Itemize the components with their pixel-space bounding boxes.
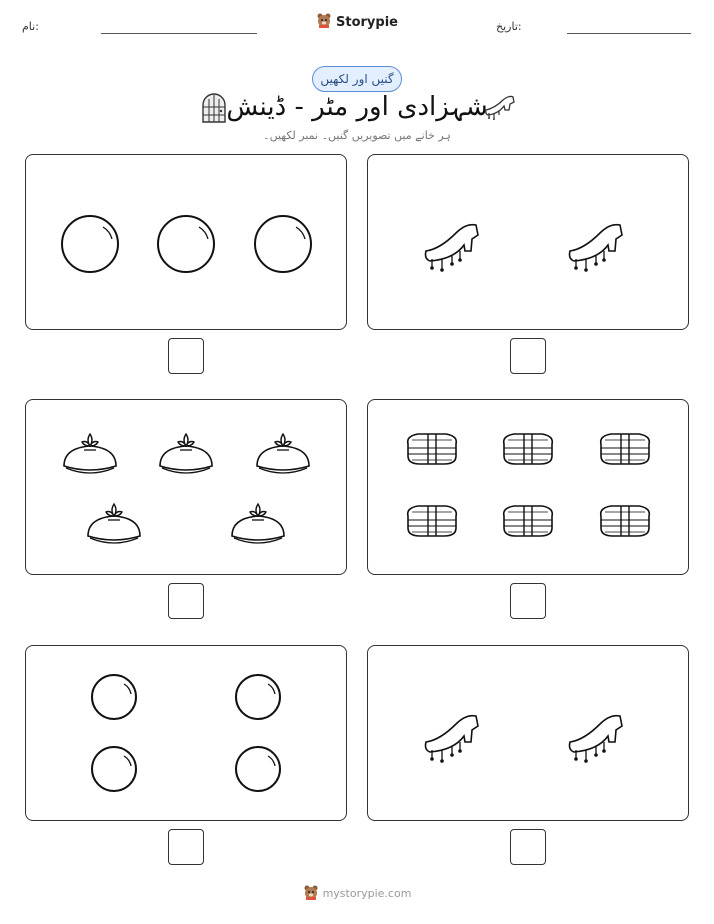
crown-item <box>257 434 309 473</box>
answer-box-middle-right[interactable] <box>510 583 546 619</box>
name-line[interactable] <box>101 33 257 34</box>
hay-bale-item <box>601 506 650 536</box>
crown-item <box>64 434 116 473</box>
slipper-item <box>570 225 623 272</box>
hay-bale-item <box>504 506 553 536</box>
page-title: شہزادی اور مٹر - ڈینش <box>226 92 488 122</box>
panel-bottom-left <box>25 645 347 821</box>
crown-item <box>88 504 140 543</box>
footer-url[interactable]: mystorypie.com <box>322 887 412 900</box>
answer-box-top-right[interactable] <box>510 338 546 374</box>
hay-bale-item <box>408 434 457 464</box>
slipper-icon <box>483 92 517 124</box>
panel-top-right <box>367 154 689 330</box>
answer-box-top-left[interactable] <box>168 338 204 374</box>
brand-name: Storypie <box>336 14 398 30</box>
panel-middle-right <box>367 399 689 575</box>
panel-top-left <box>25 154 347 330</box>
crown-item <box>232 504 284 543</box>
footer <box>0 884 714 903</box>
bubble-item <box>92 675 280 791</box>
brand-header <box>0 12 714 32</box>
panel-bottom-right <box>367 645 689 821</box>
answer-box-middle-left[interactable] <box>168 583 204 619</box>
answer-box-bottom-right[interactable] <box>510 829 546 865</box>
bubble-item <box>62 216 311 272</box>
crown-item <box>160 434 212 473</box>
hay-bale-item <box>601 434 650 464</box>
hay-bale-item <box>504 434 553 464</box>
instructions: ہر خانے میں تصویریں گنیں۔ نمبر لکھیں۔ <box>263 129 451 142</box>
bear-logo-icon <box>316 12 332 32</box>
slipper-item <box>426 225 479 272</box>
hay-bale-item <box>408 506 457 536</box>
slipper-item <box>426 716 479 763</box>
activity-badge: گنیں اور لکھیں <box>312 66 402 92</box>
panel-middle-left <box>25 399 347 575</box>
date-line[interactable] <box>567 33 691 34</box>
bear-logo-icon <box>303 884 319 903</box>
name-label: نام: <box>22 20 39 33</box>
answer-box-bottom-left[interactable] <box>168 829 204 865</box>
slipper-item <box>570 716 623 763</box>
date-label: تاریخ: <box>496 20 522 33</box>
